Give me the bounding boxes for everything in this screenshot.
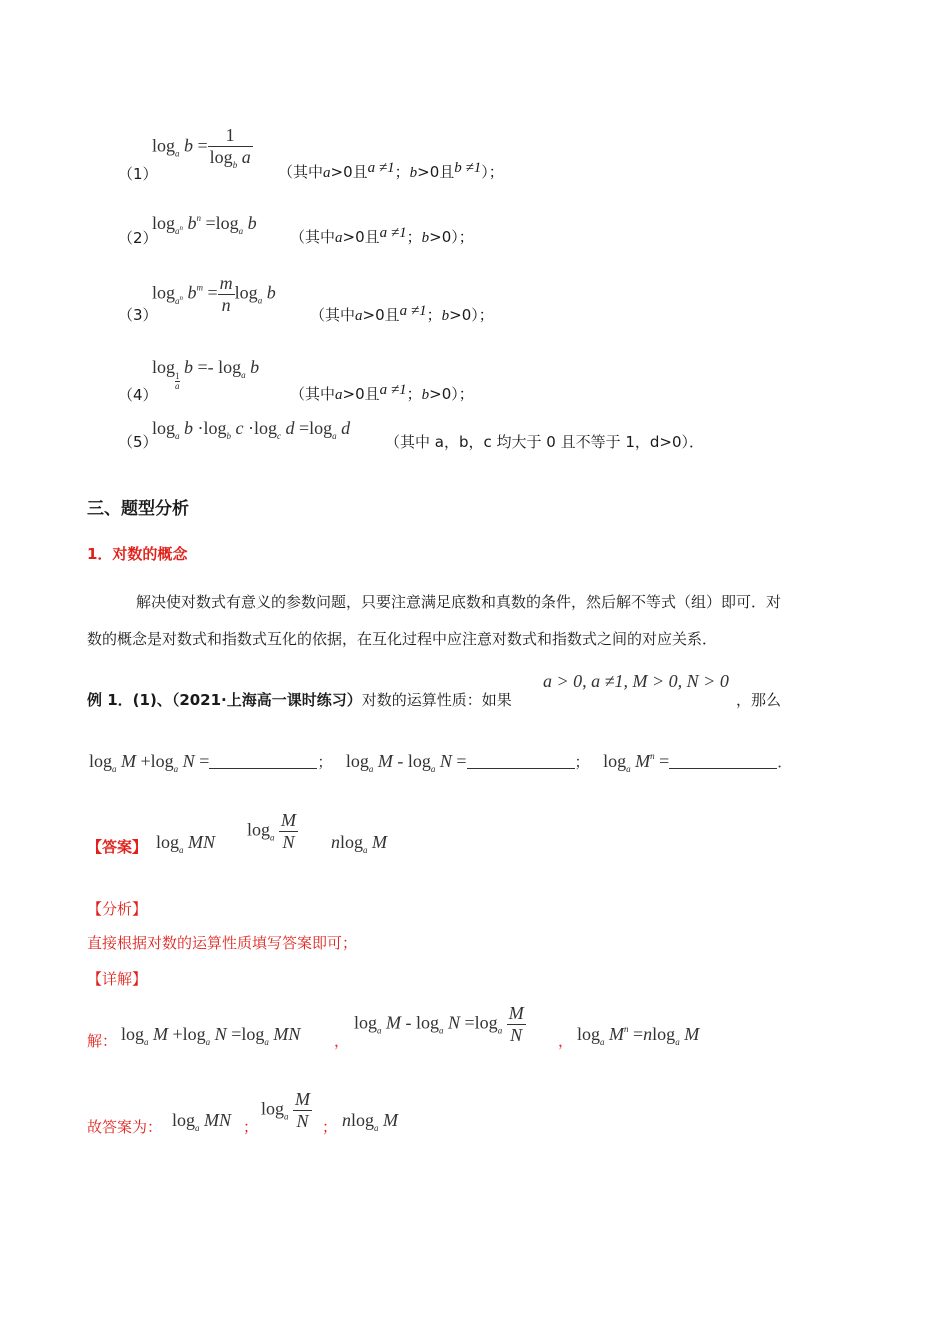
solution-prefix: 解： [87, 1032, 118, 1050]
blank-3[interactable] [669, 750, 777, 769]
subsection-title: 1．对数的概念 [87, 545, 188, 563]
formula-4-number: （4） [118, 386, 158, 404]
final-prefix: 故答案为： [87, 1118, 163, 1136]
final-answer-1: $\log_a$ MN [172, 1110, 232, 1133]
solution-eq-2: $\log_a M - \log_a N =\log_a$ $\frac{M}{N}$ [354, 1003, 524, 1045]
detail-label: 【详解】 [87, 970, 148, 988]
solution-comma-1: ， [334, 1032, 350, 1050]
formula-2-condition: （其中a>0且a ≠1；b>0）； [290, 225, 474, 246]
solution-eq-3: $\log_a M^n =nlog_a$ M [577, 1024, 700, 1047]
solution-comma-2: ， [558, 1032, 574, 1050]
answer-2: $\log_a$ $\frac{M}{N}$ [247, 810, 297, 852]
formula-5-expression: $\log_a b \cdot\log_b$ $c \cdot\log_c$ $d =\log_a$ d [152, 418, 351, 441]
analysis-label: 【分析】 [87, 900, 148, 918]
intro-line-2: 数的概念是对数式和指数式互化的依据，在互化过程中应注意对数式和指数式之间的对应关系． [87, 630, 718, 648]
formula-2-expression: $\log_{a^n} b^n =\log_a$ b [152, 213, 257, 236]
final-answer-2: $\log_a$ $\frac{M}{N}$ [261, 1089, 311, 1131]
section-title: 三、题型分析 [87, 499, 189, 519]
formula-3-condition: （其中a>0且a ≠1；b>0）； [310, 303, 494, 324]
example-1-condition: a > 0, a ≠1, M > 0, N > 0 [543, 671, 729, 691]
formula-5-number: （5） [118, 433, 158, 451]
final-semicolon-2: ； [322, 1118, 338, 1136]
formula-4-expression: log $\frac{1}{a}$ $b =- \log_a b$ [152, 357, 260, 391]
example-1-tail: ，那么 [736, 691, 782, 709]
formula-5-condition: （其中 a，b，c 均大于 0 且不等于 1，d>0）． [385, 433, 705, 451]
final-semicolon-1: ； [243, 1118, 259, 1136]
solution-eq-1: $\log_a M +\log_a$ $N =\log_a$ MN [121, 1024, 301, 1047]
example-1-heading: 例 1．(1)、（2021·上海高一课时练习）对数的运算性质：如果 [87, 691, 512, 709]
formula-3-expression: $\log_{a^n} b^m$ = $\frac{m}{n}$ $\log_a b$ [152, 273, 276, 315]
answer-1: $\log_a$ MN [156, 832, 216, 855]
formula-4-condition: （其中a>0且a ≠1；b>0）； [290, 382, 474, 403]
formula-3-number: （3） [118, 306, 158, 324]
formula-2-number: （2） [118, 229, 158, 247]
final-answer-3: nlog$_a$ M [342, 1110, 399, 1133]
blank-1[interactable] [209, 750, 317, 769]
answer-label: 【答案】 [87, 838, 148, 856]
formula-1-number: （1） [118, 165, 158, 183]
formula-1-expression: $\log_a b$ = $\frac{1}{\log_b a}$ [152, 125, 251, 170]
blank-2[interactable] [467, 750, 575, 769]
example-1-blanks: $\log_a M +\log_a$ N = ； $\log_a M - \log_a N$ = ； $\log_a M^n$ = ． [89, 751, 793, 774]
answer-3: nlog$_a$ M [331, 832, 388, 855]
intro-line-1: 解决使对数式有意义的参数问题，只要注意满足底数和真数的条件，然后解不等式（组）即可．对 [136, 593, 782, 611]
analysis-text: 直接根据对数的运算性质填写答案即可； [87, 934, 358, 952]
formula-1-condition: （其中a>0且a ≠1；b>0且b ≠1）； [278, 160, 504, 181]
